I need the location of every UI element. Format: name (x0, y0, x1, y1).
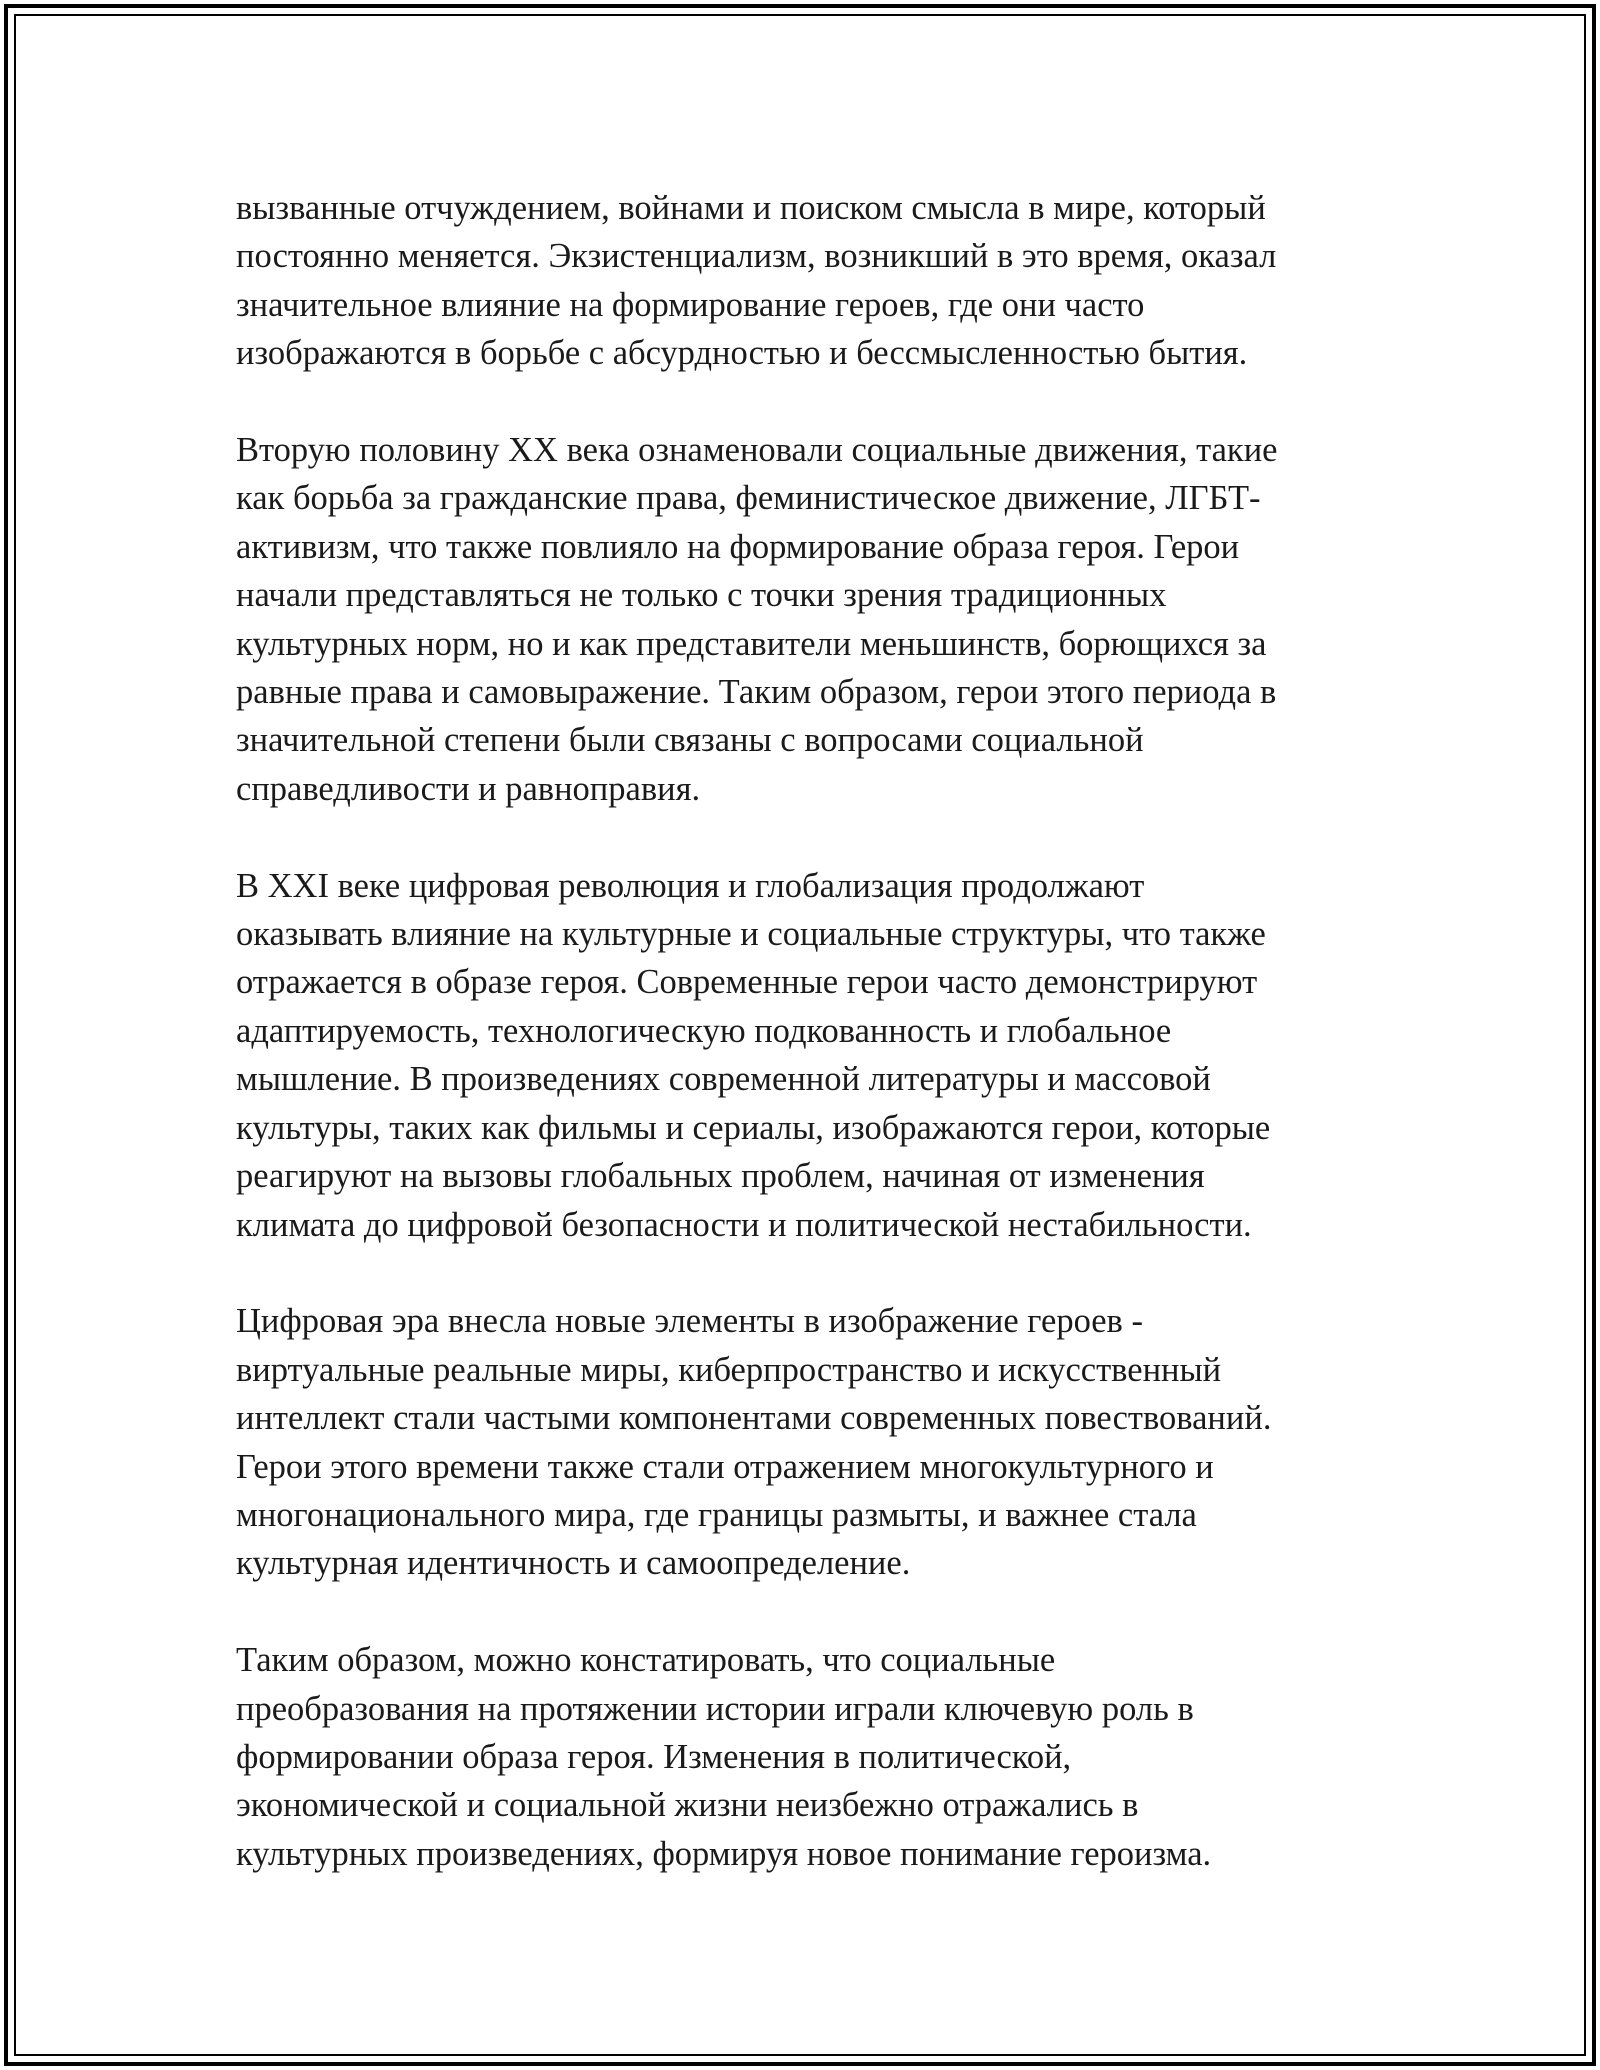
text-line: значительной степени были связаны с вопросами социальной (236, 721, 1144, 760)
paragraph-5 (236, 1636, 1386, 1878)
text-line: справедливости и равноправия. (236, 769, 701, 808)
text-line: Вторую половину XX века ознаменовали социальные движения, такие (236, 431, 1278, 470)
text-line: Цифровая эра внесла новые элементы в изображение героев - (236, 1302, 1143, 1341)
text-line: реагируют на вызовы глобальных проблем, начиная от изменения (236, 1157, 1205, 1196)
text-line: Таким образом, можно констатировать, что социальные (236, 1641, 1056, 1680)
text-line: мышление. В произведениях современной литературы и массовой (236, 1060, 1211, 1099)
text-line: интеллект стали частыми компонентами современных повествований. (236, 1399, 1272, 1438)
text-line: начали представляться не только с точки зрения традиционных (236, 576, 1167, 615)
document-body (236, 184, 1386, 1927)
text-line: многонационального мира, где границы размыты, и важнее стала (236, 1495, 1197, 1534)
text-line: культурных произведениях, формируя новое понимание героизма. (236, 1834, 1212, 1873)
text-line: культурная идентичность и самоопределение. (236, 1544, 911, 1583)
text-line: виртуальные реальные миры, киберпространство и искусственный (236, 1350, 1222, 1389)
text-line: культурных норм, но и как представители меньшинств, борющихся за (236, 624, 1267, 663)
paragraph-2 (236, 426, 1386, 813)
text-line: изображаются в борьбе с абсурдностью и бессмысленностью бытия. (236, 334, 1248, 373)
text-line: Герои этого времени также стали отражением многокультурного и (236, 1447, 1214, 1486)
text-line: экономической и социальной жизни неизбежно отражались в (236, 1786, 1139, 1825)
text-line: как борьба за гражданские права, феминистическое движение, ЛГБТ- (236, 479, 1261, 518)
text-line: формировании образа героя. Изменения в политической, (236, 1737, 1072, 1776)
text-line: культуры, таких как фильмы и сериалы, изображаются герои, которые (236, 1108, 1271, 1147)
text-line: В XXI веке цифровая революция и глобализация продолжают (236, 866, 1145, 905)
text-line: оказывать влияние на культурные и социальные структуры, что также (236, 915, 1266, 954)
text-line: преобразования на протяжении истории играли ключевую роль в (236, 1689, 1194, 1728)
text-line: постоянно меняется. Экзистенциализм, возникший в это время, оказал (236, 237, 1277, 276)
paragraph-1 (236, 184, 1386, 378)
text-line: отражается в образе героя. Современные герои часто демонстрируют (236, 963, 1258, 1002)
text-line: равные права и самовыражение. Таким образом, герои этого периода в (236, 673, 1277, 712)
paragraph-4 (236, 1297, 1386, 1587)
paragraph-3 (236, 862, 1386, 1249)
text-line: значительное влияние на формирование героев, где они часто (236, 285, 1145, 324)
text-line: адаптируемость, технологическую подкованность и глобальное (236, 1011, 1172, 1050)
text-line: вызванные отчуждением, войнами и поиском смысла в мире, который (236, 189, 1266, 227)
text-line: климата до цифровой безопасности и политической нестабильности. (236, 1205, 1252, 1244)
text-line: активизм, что также повлияло на формирование образа героя. Герои (236, 527, 1240, 566)
